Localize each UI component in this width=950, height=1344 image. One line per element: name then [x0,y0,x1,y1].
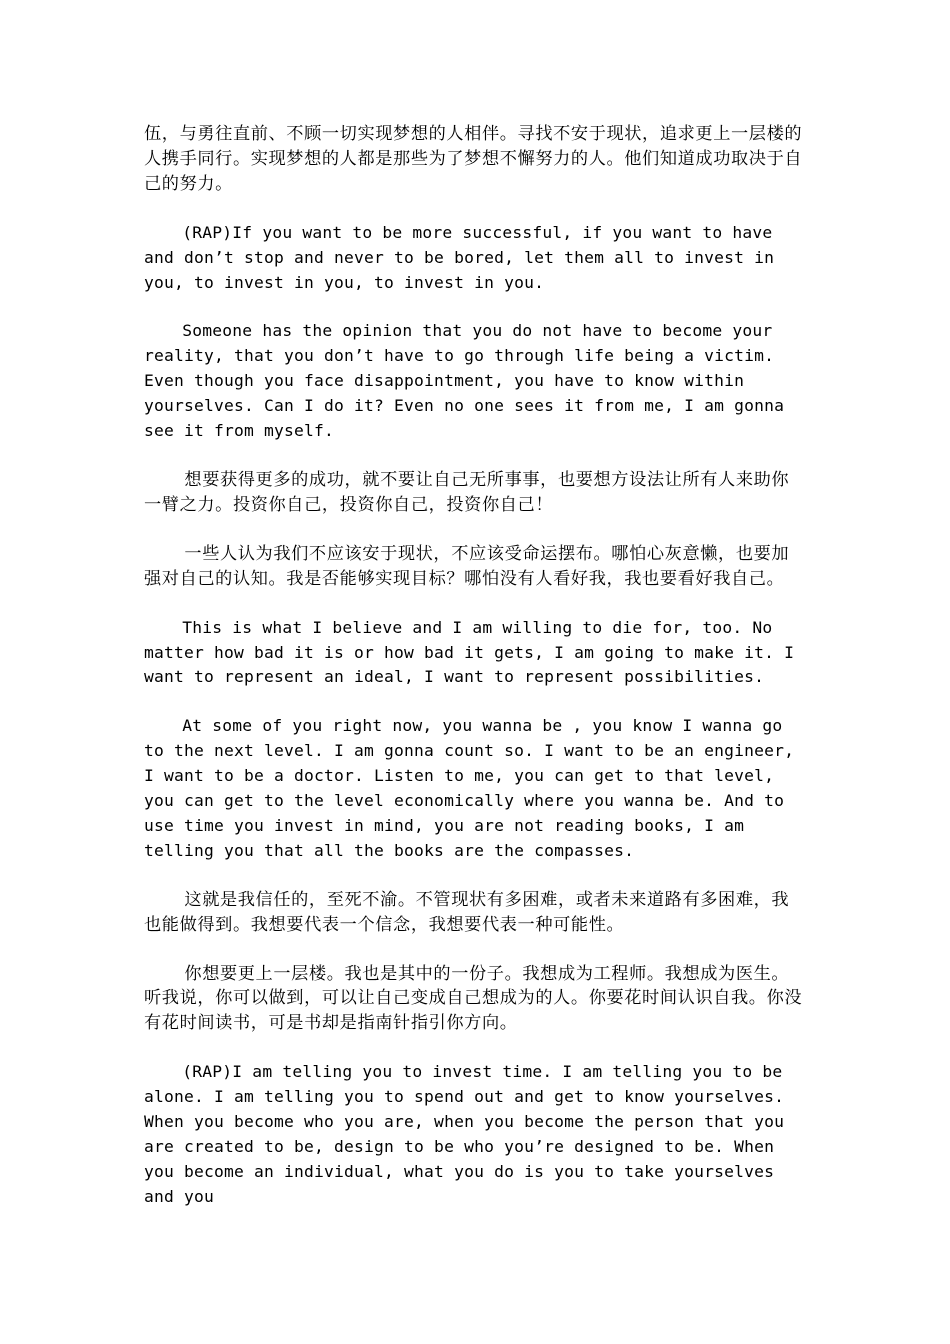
paragraph-6: This is what I believe and I am willing to die for, too. No matter how bad it is or how bad it gets, I am going to make it. I want to represent an ideal, I want to represent possibilities. [144,617,795,687]
paragraph-3: Someone has the opinion that you do not have to become your reality, that you don’t have to go through life being a victim. Even though you face disappointment, you have to know within yourselves. Can I do it? Even no one sees it from me, I am gonna see it from myself. [144,321,785,441]
paragraph-7: At some of you right now, you wanna be , you know I wanna go to the next level. I am gonna count so. I want to be an engineer, I want to be a doctor. Listen to me, you can get to that level, you can get to the level economically where you wanna be. And to use time you invest in mind, you are not reading books, I am telling you that all the books are the compasses. [144,716,795,860]
document-body [144,122,806,1234]
paragraph-1: 伍，与勇往直前、不顾一切实现梦想的人相伴。寻找不安于现状，追求更上一层楼的人携手同行。实现梦想的人都是那些为了梦想不懈努力的人。他们知道成功取决于自己的努力。 [144,124,803,194]
paragraph-5: 一些人认为我们不应该安于现状，不应该受命运摆布。哪怕心灰意懒，也要加强对自己的认知。我是否能够实现目标？哪怕没有人看好我，我也要看好我自己。 [144,543,790,589]
paragraph-2: (RAP)If you want to be more successful, if you want to have and don’t stop and never to be bored, let them all to invest in you, to invest in you, to invest in you. [144,222,775,292]
paragraph-8: 这就是我信任的，至死不渝。不管现状有多困难，或者未来道路有多困难，我也能做得到。我想要代表一个信念，我想要代表一种可能性。 [144,889,790,935]
paragraph-4: 想要获得更多的成功，就不要让自己无所事事，也要想方设法让所有人来助你一臂之力。投资你自己，投资你自己，投资你自己！ [144,469,790,515]
paragraph-10: (RAP)I am telling you to invest time. I am telling you to be alone. I am telling you to spend out and get to know yourselves. When you become who you are, when you become the person that you are created to be, design to be who you’re designed to be. When you become an individual, what you do is you to take yourselves and you [144,1062,785,1206]
paragraph-9: 你想要更上一层楼。我也是其中的一份子。我想成为工程师。我想成为医生。听我说，你可以做到，可以让自己变成自己想成为的人。你要花时间认识自我。你没有花时间读书，可是书却是指南针指引你方向。 [144,963,803,1034]
